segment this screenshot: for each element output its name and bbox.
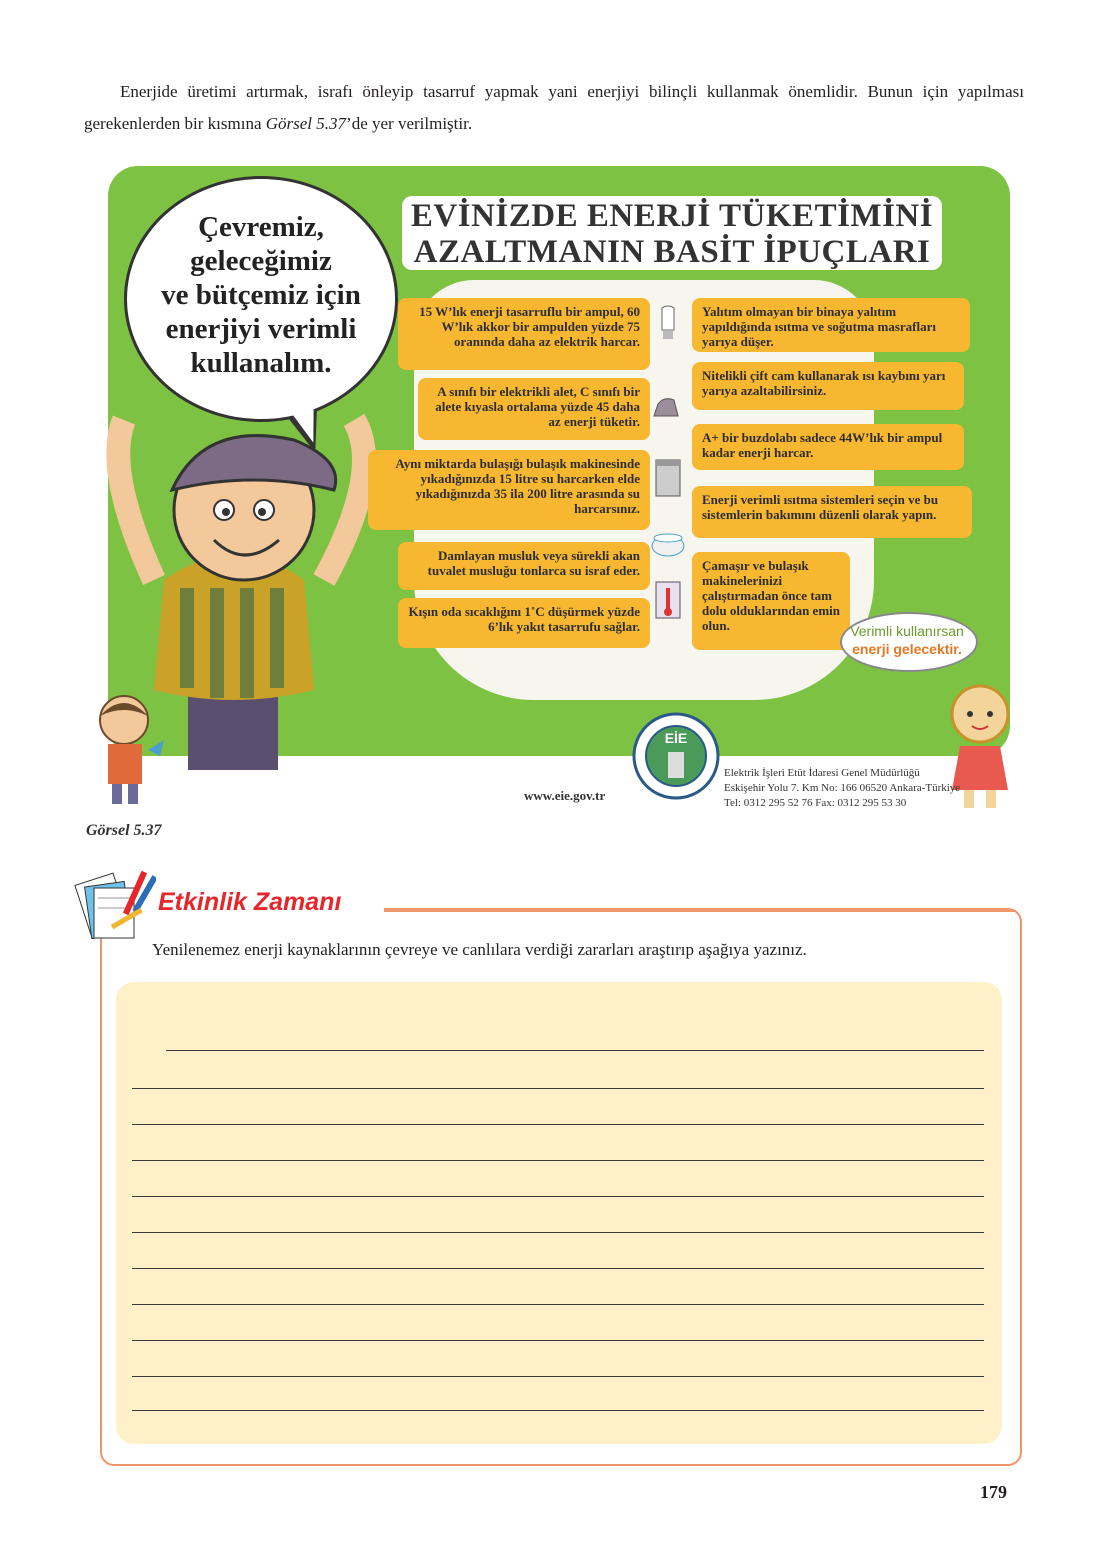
speech-bubble-text xyxy=(130,210,392,380)
address-line: Elektrik İşleri Etüt İdaresi Genel Müdürlüğü xyxy=(724,767,920,779)
energy-saving-bulb-icon xyxy=(650,304,686,344)
tip-right-4: Enerji verimli ısıtma sistemleri seçin ve bu sistemlerin bakımını düzenli olarak yapın. xyxy=(692,486,972,538)
tip-right-5: Çamaşır ve bulaşık makinelerinizi çalıştırmadan önce tam dolu olduklarından emin olun. xyxy=(692,552,850,650)
tip-right-3: A+ bir buzdolabı sadece 44W’lık bir ampul kadar enerji harcar. xyxy=(692,424,964,470)
poster-title xyxy=(402,198,942,270)
address-line: Eskişehir Yolu 7. Km No: 166 06520 Ankara-Türkiye xyxy=(724,782,961,794)
organization-address xyxy=(724,766,960,811)
writing-line[interactable] xyxy=(132,1088,984,1089)
eie-logo xyxy=(632,712,720,800)
intro-paragraph xyxy=(84,76,1024,140)
activity-instruction: Yenilenemez enerji kaynaklarının çevreye ve canlılara verdiği zararları araştırıp aşağıya yazınız. xyxy=(152,940,807,959)
tip-left-2: A sınıfı bir elektrikli alet, C sınıfı bir alete kıyasla ortalama yüzde 45 daha az enerji tüketir. xyxy=(418,378,650,440)
bubble-line: kullanalım. xyxy=(190,347,332,379)
eie-logo-text: EİE xyxy=(664,730,688,746)
figure-caption: Görsel 5.37 xyxy=(86,822,162,839)
writing-line[interactable] xyxy=(166,1050,984,1051)
small-bubble-line-highlight: enerji gelecektir. xyxy=(852,641,962,657)
writing-line[interactable] xyxy=(132,1124,984,1125)
writing-line[interactable] xyxy=(132,1410,984,1411)
page-number: 179 xyxy=(980,1482,1007,1502)
tip-right-2: Nitelikli çift cam kullanarak ısı kaybını yarı yarıya azaltabilirsiniz. xyxy=(692,362,964,410)
poster-title-line: AZALTMANIN BASİT İPUÇLARI xyxy=(413,234,931,270)
activity-title-underline xyxy=(384,910,1016,912)
writing-line[interactable] xyxy=(132,1232,984,1233)
tip-left-1: 15 W’lık enerji tasarruflu bir ampul, 60 W’lık akkor bir ampulden yüzde 75 oranında daha az elektrik harcar. xyxy=(398,298,650,370)
dishwasher-icon xyxy=(650,458,686,498)
bubble-line: ve bütçemiz için xyxy=(161,279,361,311)
writing-line[interactable] xyxy=(132,1340,984,1341)
bubble-line: enerjiyi verimli xyxy=(165,313,357,345)
small-bubble-line: Verimli kullanırsan xyxy=(850,623,964,639)
poster-title-line: EVİNİZDE ENERJİ TÜKETİMİNİ xyxy=(410,198,934,234)
thermometer-icon xyxy=(650,580,686,620)
writing-line[interactable] xyxy=(132,1304,984,1305)
website-url: www.eie.gov.tr xyxy=(524,788,606,803)
tip-left-4: Damlayan musluk veya sürekli akan tuvalet musluğu tonlarca su israf eder. xyxy=(398,542,650,590)
iron-icon xyxy=(650,386,686,426)
energy-poster xyxy=(84,160,1024,820)
activity-title: Etkinlik Zamanı xyxy=(158,888,342,916)
figure-reference: Görsel 5.37 xyxy=(265,114,347,133)
tip-left-3: Aynı miktarda bulaşığı bulaşık makinesinde yıkadığınızda 15 litre su harcarken elde yıkadığınızda 35 ila 200 litre arasında su harcarsınız. xyxy=(368,450,650,530)
bubble-line: Çevremiz, xyxy=(198,211,324,243)
bubble-line: geleceğimiz xyxy=(190,245,332,277)
tip-left-5: Kışın oda sıcaklığını 1˚C düşürmek yüzde 6’lık yakıt tasarrufu sağlar. xyxy=(398,598,650,648)
notebook-pencils-icon xyxy=(72,864,156,944)
intro-text-end: ’de yer verilmiştir. xyxy=(346,114,473,133)
girl-with-butterfly-illustration xyxy=(84,690,174,810)
intro-text: Enerjide üretimi artırmak, israfı önleyip tasarruf yapmak yani enerjiyi bilinçli kullanmak önemlidir. Bunun için yapılması gerekenlerden bir kısmına xyxy=(84,82,1024,133)
writing-line[interactable] xyxy=(132,1376,984,1377)
writing-line[interactable] xyxy=(132,1160,984,1161)
address-line: Tel: 0312 295 52 76 Fax: 0312 295 53 30 xyxy=(724,797,907,809)
writing-area[interactable] xyxy=(116,982,1002,1444)
writing-line[interactable] xyxy=(132,1268,984,1269)
writing-line[interactable] xyxy=(132,1196,984,1197)
small-speech-bubble-text xyxy=(840,622,974,658)
cooking-pot-icon xyxy=(650,522,686,562)
tip-right-1: Yalıtım olmayan bir binaya yalıtım yapıldığında ısıtma ve soğutma masrafları yarıya düşer. xyxy=(692,298,970,352)
